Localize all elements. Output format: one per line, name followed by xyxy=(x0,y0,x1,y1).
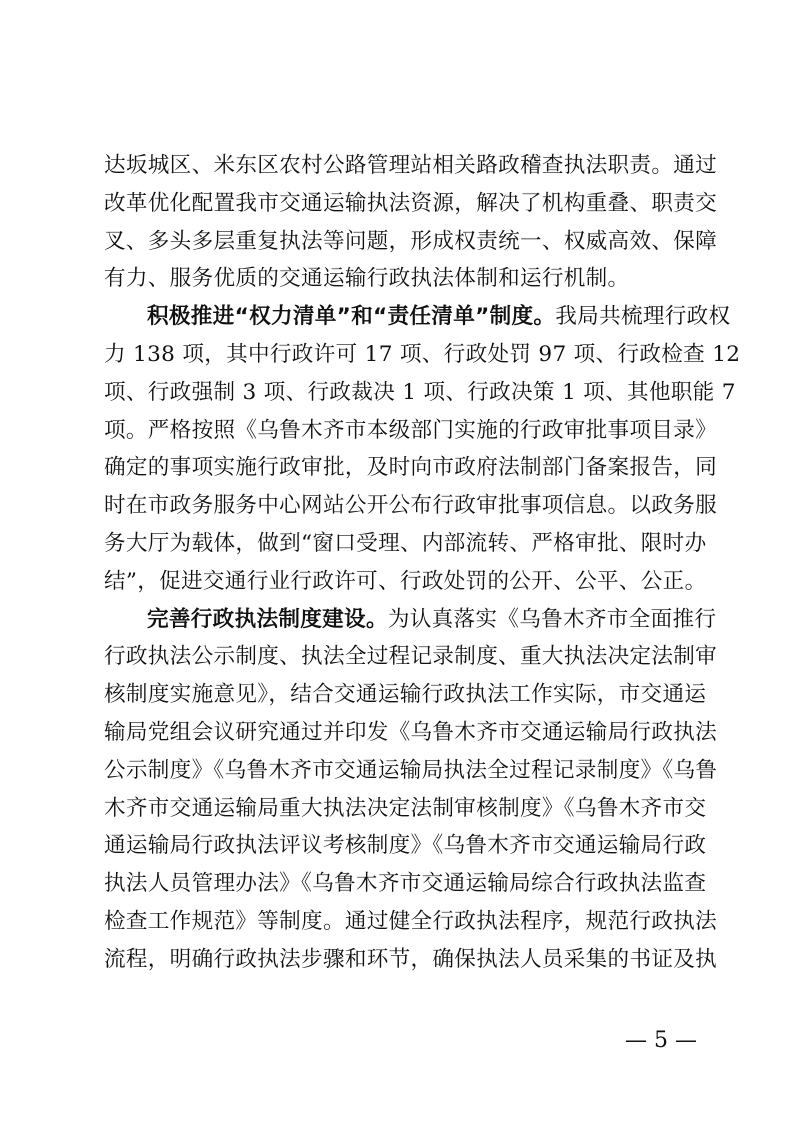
text-line: 力 138 项，其中行政许可 17 项、行政处罚 97 项、行政检查 12 xyxy=(104,341,741,367)
text-line: 木齐市交通运输局重大执法决定法制审核制度》《乌鲁木齐市交 xyxy=(104,795,707,821)
text-line: 达坂城区、米东区农村公路管理站相关路政稽查执法职责。通过 xyxy=(104,153,718,178)
text-run: 我局共梳理行政权 xyxy=(555,304,731,330)
text-line: 项、行政强制 3 项、行政裁决 1 项、行政决策 1 项、其他职能 7 xyxy=(104,379,736,405)
text-line: 行政执法公示制度、执法全过程记录制度、重大执法决定法制审 xyxy=(104,644,718,670)
text-line: 改革优化配置我市交通运输执法资源，解决了机构重叠、职责交 xyxy=(104,190,718,216)
page-number: — 5 — xyxy=(625,1028,697,1053)
text-line: 结”，促进交通行业行政许可、行政处罚的公开、公平、公正。 xyxy=(104,568,707,594)
text-line: 确定的事项实施行政审批，及时向市政府法制部门备案报告，同 xyxy=(104,455,718,481)
text-line: 流程，明确行政执法步骤和环节，确保执法人员采集的书证及执 xyxy=(104,946,718,972)
text-line: 项。严格按照《乌鲁木齐市本级部门实施的行政审批事项目录》 xyxy=(104,417,718,443)
text-line: 执法人员管理办法》《乌鲁木齐市交通运输局综合行政执法监查 xyxy=(104,871,707,897)
paragraph xyxy=(104,147,718,298)
paragraph-heading: 积极推进“权力清单”和“责任清单”制度。 xyxy=(147,304,556,330)
text-line: 叉、多头多层重复执法等问题，形成权责统一、权威高效、保障 xyxy=(104,228,718,254)
text-line: 公示制度》《乌鲁木齐市交通运输局执法全过程记录制度》《乌鲁 xyxy=(104,757,718,783)
text-line: 务大厅为载体，做到“窗口受理、内部流转、严格审批、限时办 xyxy=(104,530,707,556)
text-line: 输局党组会议研究通过并印发《乌鲁木齐市交通运输局行政执法 xyxy=(104,719,718,745)
paragraph xyxy=(104,298,741,600)
text-line: 检查工作规范》等制度。通过健全行政执法程序，规范行政执法 xyxy=(104,908,718,934)
body-text xyxy=(104,147,741,979)
text-line: 核制度实施意见》，结合交通运输行政执法工作实际，市交通运 xyxy=(104,682,707,708)
text-line: 时在市政务服务中心网站公开公布行政审批事项信息。以政务服 xyxy=(104,493,718,519)
text-run: 为认真落实《乌鲁木齐市全面推行 xyxy=(387,606,717,632)
text-line: 有力、服务优质的交通运输行政执法体制和运行机制。 xyxy=(104,266,630,292)
text-line: 通运输局行政执法评议考核制度》《乌鲁木齐市交通运输局行政 xyxy=(104,833,707,859)
text-line xyxy=(104,601,717,639)
paragraph-heading: 完善行政执法制度建设。 xyxy=(147,606,388,632)
paragraph xyxy=(104,601,718,979)
text-line xyxy=(104,298,731,336)
